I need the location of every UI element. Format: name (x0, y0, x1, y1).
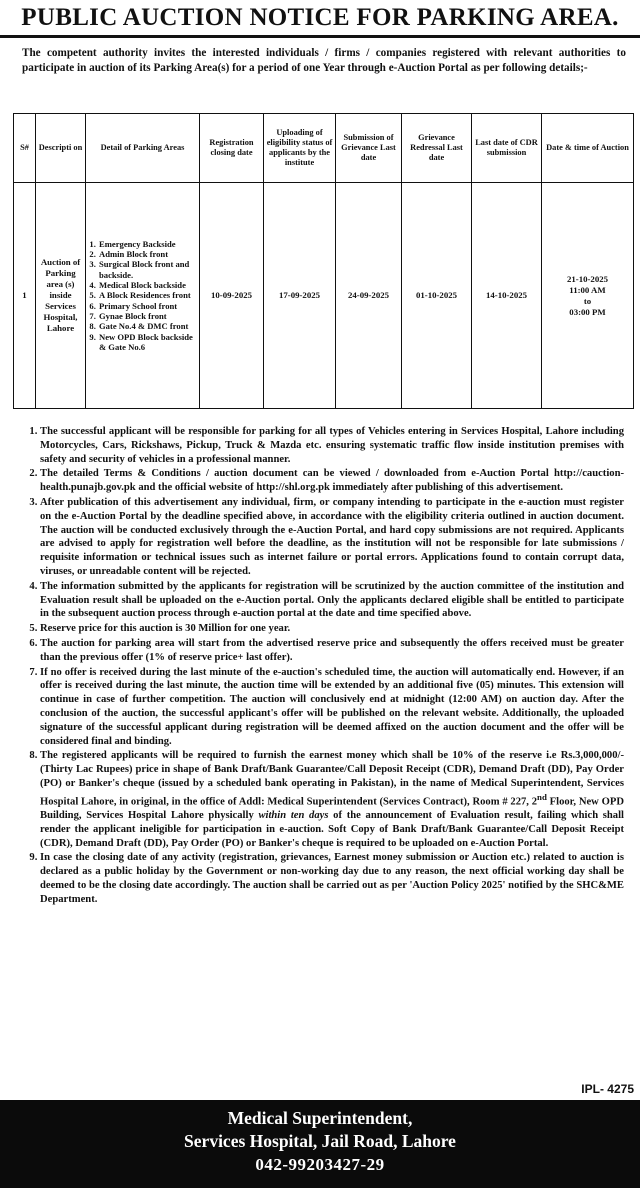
list-item: 4. Medical Block backside (98, 280, 197, 290)
footer-contact (0, 1100, 640, 1188)
list-item: 7. Gynae Block front (98, 311, 197, 321)
list-item: 6. Primary School front (98, 301, 197, 311)
table-header-row (14, 114, 634, 183)
term-item: 4. The information submitted by the applicants for registration will be scrutinized by the auction committee of the institution and Evaluation result shall be uploaded on the e-Auction portal. Only the applicants declared eligible shall be entitled to participate in the subsequent auction process through e-auction portal at the date and time specified above. (40, 580, 624, 621)
cell-registration-closing: 10-09-2025 (200, 183, 264, 409)
auction-time-to-word: to (583, 295, 592, 306)
footer-line-1: Medical Superintendent, (227, 1108, 413, 1128)
term-text: Floor, New OPD Building, Services Hospital Lahore physically (40, 796, 624, 822)
list-item: 1. Emergency Backside (98, 239, 197, 249)
term-item: 9. In case the closing date of any activity (registration, grievances, Earnest money submission or Auction etc.) related to auction is declared as a public holiday by the Government or non-working day due to any reason, the next official working day shall be deemed to be the closing date accordingly. The auction shall be carried out as per 'Auction Policy 2025' notified by the SHC&ME Department. (40, 851, 624, 906)
term-emphasis: within ten days (258, 810, 329, 822)
header-cdr-submission: Last date of CDR submission (472, 114, 542, 183)
term-text: The registered applicants will be required to furnish the earnest money which shall be (40, 750, 453, 762)
list-item: 9. New OPD Block backside & Gate No.6 (98, 332, 197, 353)
cell-sno: 1 (14, 183, 36, 409)
header-sno: S# (14, 114, 36, 183)
parking-areas-list (88, 239, 197, 352)
footer-line-2: Services Hospital, Jail Road, Lahore (184, 1131, 456, 1151)
header-grievance-redressal: Grievance Redressal Last date (402, 114, 472, 183)
header-grievance-submission: Submission of Grievance Last date (336, 114, 402, 183)
ipl-number: IPL- 4275 (581, 1082, 634, 1096)
cell-grievance-redressal: 01-10-2025 (402, 183, 472, 409)
header-uploading-eligibility: Uploading of eligibility status of applicants by the institute (264, 114, 336, 183)
header-registration-closing: Registration closing date (200, 114, 264, 183)
list-item: 8. Gate No.4 & DMC front (98, 321, 197, 331)
term-item (40, 749, 624, 850)
term-item: 5. Reserve price for this auction is 30 Million for one year. (40, 622, 624, 636)
term-item: 7. If no offer is received during the last minute of the e-auction's scheduled time, the auction will automatically end. However, if an offer is received during the last minute, the auction time will be extended by an additional five (05) minutes. This extension will continue in case of further competition. The auction will conclusively end at midnight (12:00 AM) on auction day. After the conclusion of the auction, the successful applicant's offer will be published on the relevant website. Additionally, the uploaded signature of the successful applicant during registration will be deemed affixed on the auction document and the offer will be considered final and binding. (40, 666, 624, 749)
term-item: 1. The successful applicant will be responsible for parking for all types of Vehicles entering in Services Hospital, Lahore including Motorcycles, Cars, Rickshaws, Pickup, Truck & Mazda etc. ensuring systematic traffic flow inside institution premises with safety and security of vehicles in a professional manner. (40, 425, 624, 466)
list-item: 3. Surgical Block front and backside. (98, 259, 197, 280)
header-description: Descripti on (36, 114, 86, 183)
cell-uploading-eligibility: 17-09-2025 (264, 183, 336, 409)
table-row (14, 183, 634, 409)
header-details: Detail of Parking Areas (86, 114, 200, 183)
footer-phone: 042-99203427-29 (255, 1155, 385, 1174)
auction-time-from: 11:00 AM (569, 284, 606, 295)
term-text: of the announcement of Evaluation result, failing which shall render the applicant ineligible for participation in e-auction. Soft Copy of Bank Draft/Bank Guarantee/Call Deposit Receipt (CDR), Demand Draft (DD), Pay Order (PO) or Banker's cheque is required to be uploaded on e-Auction Portal. (40, 810, 624, 849)
cell-description: Auction of Parking area (s) inside Services Hospital, Lahore (36, 183, 86, 409)
cell-cdr-submission: 14-10-2025 (472, 183, 542, 409)
auction-schedule-table (13, 113, 634, 409)
term-text: nd (537, 791, 547, 802)
terms-list (18, 425, 624, 908)
term-text: 10% (452, 750, 474, 762)
list-item: 2. Admin Block front (98, 249, 197, 259)
term-item: 3. After publication of this advertisement any individual, firm, or company intending to participate in the e-auction must register on the e-Auction Portal by the deadline specified above, in accordance with the eligibility criteria outlined in auction document. The auction will be conducted exclusively through the e-Auction Portal, and hard copy submissions are not required. Applicants are advised to apply for registration well before the deadline, as the institution will not be responsible for late submissions / requisite information or technical issues such as internet failure or portal errors. Applications found to contain corrupt data, viruses, or unreadable content will be rejected. (40, 496, 624, 579)
term-item: 6. The auction for parking area will start from the advertised reserve price and subsequently the offers received must be greater than the previous offer (1% of reserve price+ last offer). (40, 637, 624, 665)
list-item: 5. A Block Residences front (98, 290, 197, 300)
cell-grievance-submission: 24-09-2025 (336, 183, 402, 409)
cell-auction-datetime (542, 183, 634, 409)
header-auction-datetime: Date & time of Auction (542, 114, 634, 183)
term-item: 2. The detailed Terms & Conditions / auction document can be viewed / downloaded from e-Auction Portal http://cauction-health.punajb.gov.pk and the official website of http://shl.org.pk immediately after publishing of this advertisement. (40, 467, 624, 495)
page-title: PUBLIC AUCTION NOTICE FOR PARKING AREA. (0, 0, 640, 38)
intro-paragraph: The competent authority invites the interested individuals / firms / companies registered with relevant authorities to participate in auction of its Parking Area(s) for a period of one Year through e-Auction Portal as per following details;- (22, 47, 626, 74)
cell-parking-areas (86, 183, 200, 409)
term-text: of the reserve i.e Rs.3,000,000/- (Thirty Lac Rupees) price in shape of Bank Draft/Bank Guarantee/Call Deposit Receipt (CDR), Demand Draft (DD), Pay Order (PO) or Banker's cheque (issued by a scheduled bank operating in Pakistan), in the name of Medical Superintendent, Services Hospital Lahore, in original, in the office of Addl: Medical Superintendent (Services Contract), Room # 227, 2 (40, 750, 624, 808)
auction-time-to: 03:00 PM (569, 306, 606, 317)
auction-date: 21-10-2025 (566, 273, 609, 284)
